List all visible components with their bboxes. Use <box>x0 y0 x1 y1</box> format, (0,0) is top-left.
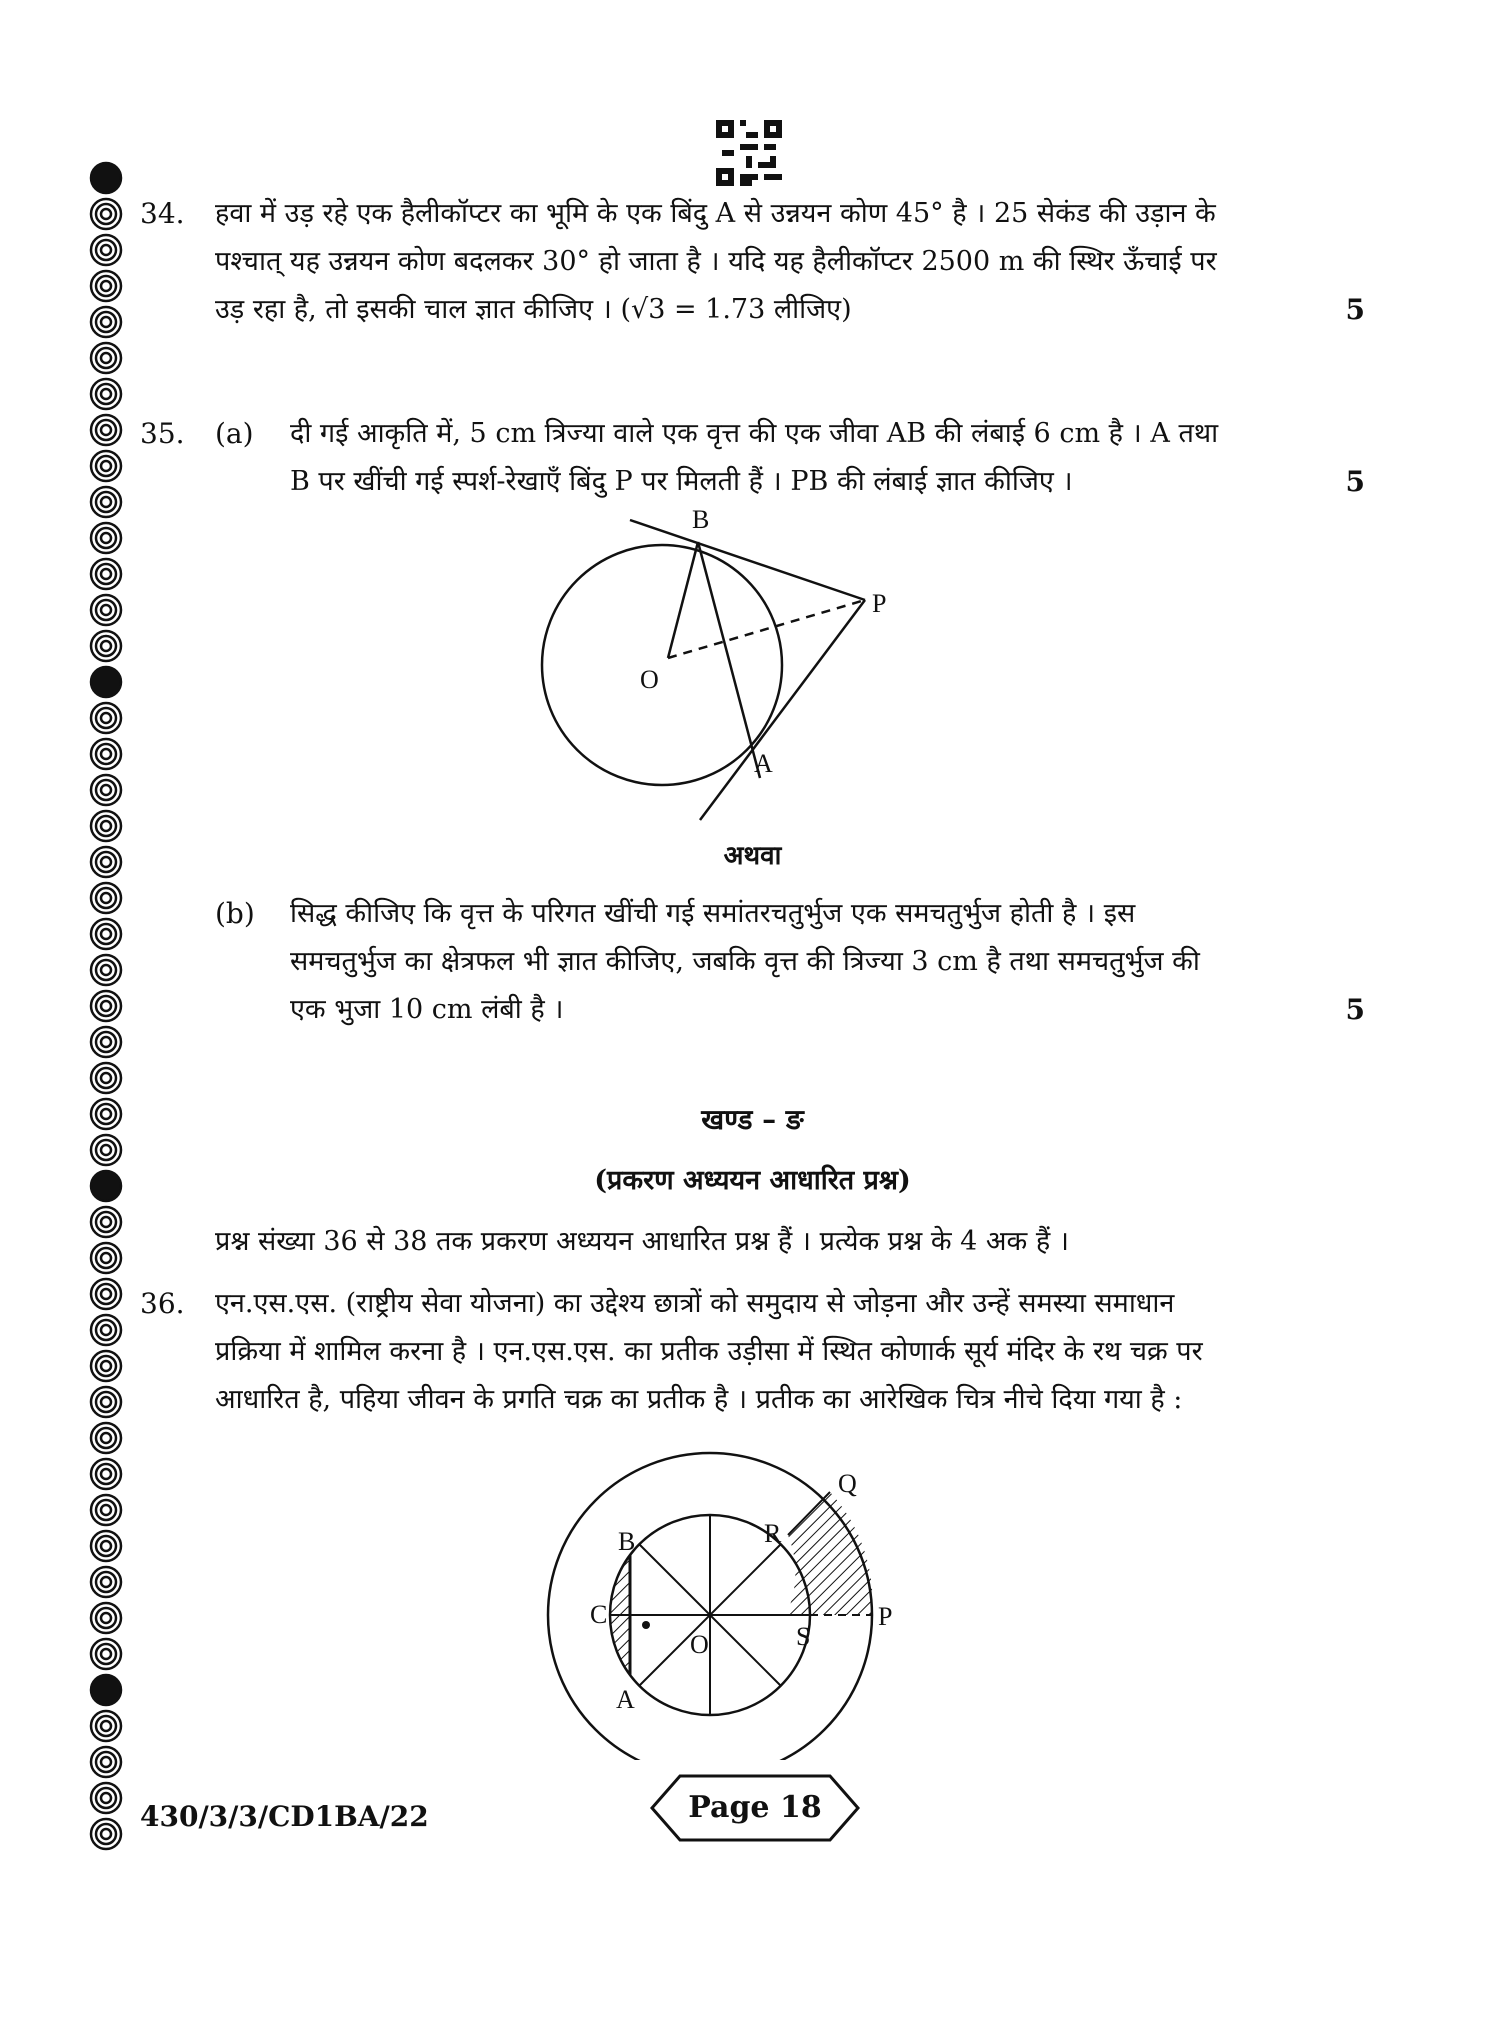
q35-part-a-label: (a) <box>215 417 254 450</box>
question-35a-text <box>290 410 1320 506</box>
question-36-text <box>215 1280 1315 1424</box>
margin-ring <box>91 1459 121 1489</box>
margin-ring <box>91 487 121 517</box>
label-a-wheel: A <box>616 1685 635 1714</box>
margin-ring <box>91 1423 121 1453</box>
dashed-op <box>668 600 865 658</box>
margin-ring <box>91 1279 121 1309</box>
margin-ring <box>91 775 121 805</box>
margin-ring <box>91 1783 121 1813</box>
q35b-line-3: एक भुजा 10 cm लंबी है । <box>290 994 564 1025</box>
margin-ring <box>91 883 121 913</box>
margin-ring <box>91 1063 121 1093</box>
q35b-marks: 5 <box>1345 993 1365 1026</box>
q35b-line-1: सिद्ध कीजिए कि वृत्त के परिगत खींची गई समांतरचतुर्भुज एक समचतुर्भुज होती है । इस <box>290 898 1136 929</box>
margin-ring <box>91 1639 121 1669</box>
label-s: S <box>796 1622 811 1651</box>
q35a-line-1: दी गई आकृति में, 5 cm त्रिज्या वाले एक वृत्त की एक जीवा AB की लंबाई 6 cm है । A तथा <box>290 418 1219 449</box>
label-a: A <box>754 749 773 778</box>
margin-ring <box>91 343 121 373</box>
label-o-wheel: O <box>690 1630 709 1659</box>
margin-ring <box>91 1603 121 1633</box>
q35b-line-2: समचतुर्भुज का क्षेत्रफल भी ज्ञात कीजिए, जबकि वृत्त की त्रिज्या 3 cm है तथा समचतुर्भुज की <box>290 946 1200 977</box>
nss-wheel-figure <box>520 1420 940 1760</box>
tangent-circle-figure <box>520 500 940 830</box>
question-number-34: 34. <box>140 197 185 230</box>
circle-outline <box>542 545 782 785</box>
margin-ring <box>91 1027 121 1057</box>
margin-ring <box>91 631 121 661</box>
q36-line-1: एन.एस.एस. (राष्ट्रीय सेवा योजना) का उद्देश्य छात्रों को समुदाय से जोड़ना और उन्हें समस्या समाधान <box>215 1288 1175 1319</box>
question-number-35: 35. <box>140 417 185 450</box>
margin-ring <box>91 1747 121 1777</box>
question-34-text <box>215 190 1315 334</box>
margin-ring <box>91 1315 121 1345</box>
angle-dot <box>642 1621 650 1629</box>
margin-ring <box>91 919 121 949</box>
margin-ring <box>91 1711 121 1741</box>
tangent-line-pa <box>700 600 865 820</box>
section-title: खण्ड – ङ <box>701 1103 804 1136</box>
margin-ring <box>91 1675 121 1705</box>
label-b: B <box>692 505 710 534</box>
margin-ring <box>91 595 121 625</box>
margin-ring <box>91 163 121 193</box>
q36-line-3: आधारित है, पहिया जीवन के प्रगति चक्र का प्रतीक है । प्रतीक का आरेखिक चित्र नीचे दिया गया है : <box>215 1384 1183 1415</box>
q35a-line-2: B पर खींची गई स्पर्श-रेखाएँ बिंदु P पर मिलती हैं । PB की लंबाई ज्ञात कीजिए । <box>290 466 1073 497</box>
margin-ring <box>91 1387 121 1417</box>
margin-ring <box>91 955 121 985</box>
chord-ab <box>698 542 760 778</box>
qr-code-icon <box>716 120 782 186</box>
section-instruction: प्रश्न संख्या 36 से 38 तक प्रकरण अध्ययन आधारित प्रश्न हैं । प्रत्येक प्रश्न के 4 अक हैं । <box>215 1226 1070 1257</box>
label-c: C <box>590 1600 608 1629</box>
margin-ring <box>91 415 121 445</box>
margin-ring <box>91 1531 121 1561</box>
or-separator: अथवा <box>723 841 782 871</box>
margin-ring <box>91 1243 121 1273</box>
page-number: Page 18 <box>688 1790 822 1825</box>
question-number-36: 36. <box>140 1287 185 1320</box>
label-o: O <box>640 665 659 694</box>
margin-ring <box>91 1495 121 1525</box>
margin-ring <box>91 199 121 229</box>
margin-ring <box>91 991 121 1021</box>
margin-ring <box>91 1567 121 1597</box>
q34-line-3: उड़ रहा है, तो इसकी चाल ज्ञात कीजिए । (√3 = 1.73 लीजिए) <box>215 294 852 325</box>
q35-part-b-label: (b) <box>215 897 255 930</box>
margin-ring <box>91 235 121 265</box>
margin-ring <box>91 523 121 553</box>
label-b-wheel: B <box>618 1527 636 1556</box>
margin-ring <box>91 559 121 589</box>
margin-ring <box>91 271 121 301</box>
tangent-line-pb <box>630 520 865 600</box>
q34-line-1: हवा में उड़ रहे एक हैलीकॉप्टर का भूमि के एक बिंदु A से उन्नयन कोण 45° है । 25 सेकंड की उड़ान के <box>215 198 1216 229</box>
margin-ring <box>91 703 121 733</box>
paper-code: 430/3/3/CD1BA/22 <box>140 1800 429 1833</box>
margin-ring <box>91 451 121 481</box>
q35a-marks: 5 <box>1345 465 1365 498</box>
label-r: R <box>764 1519 782 1548</box>
question-35b-text <box>290 890 1320 1034</box>
section-subtitle: (प्रकरण अध्ययन आधारित प्रश्न) <box>594 1165 911 1196</box>
margin-ring <box>91 739 121 769</box>
margin-ring <box>91 1351 121 1381</box>
q36-line-2: प्रक्रिया में शामिल करना है । एन.एस.एस. का प्रतीक उड़ीसा में स्थित कोणार्क सूर्य मंदिर के रथ चक्र पर <box>215 1336 1203 1367</box>
margin-ring <box>91 307 121 337</box>
margin-ring <box>91 667 121 697</box>
q34-marks: 5 <box>1345 293 1365 326</box>
q34-line-2: पश्चात् यह उन्नयन कोण बदलकर 30° हो जाता है । यदि यह हैलीकॉप्टर 2500 m की स्थिर ऊँचाई पर <box>215 246 1217 277</box>
margin-ring <box>91 379 121 409</box>
margin-ring <box>91 1207 121 1237</box>
margin-rings-decoration <box>88 160 124 1860</box>
radius-ob <box>668 542 698 658</box>
label-p-wheel: P <box>878 1602 893 1631</box>
label-p: P <box>872 589 887 618</box>
label-q: Q <box>838 1469 857 1498</box>
margin-ring <box>91 1819 121 1849</box>
